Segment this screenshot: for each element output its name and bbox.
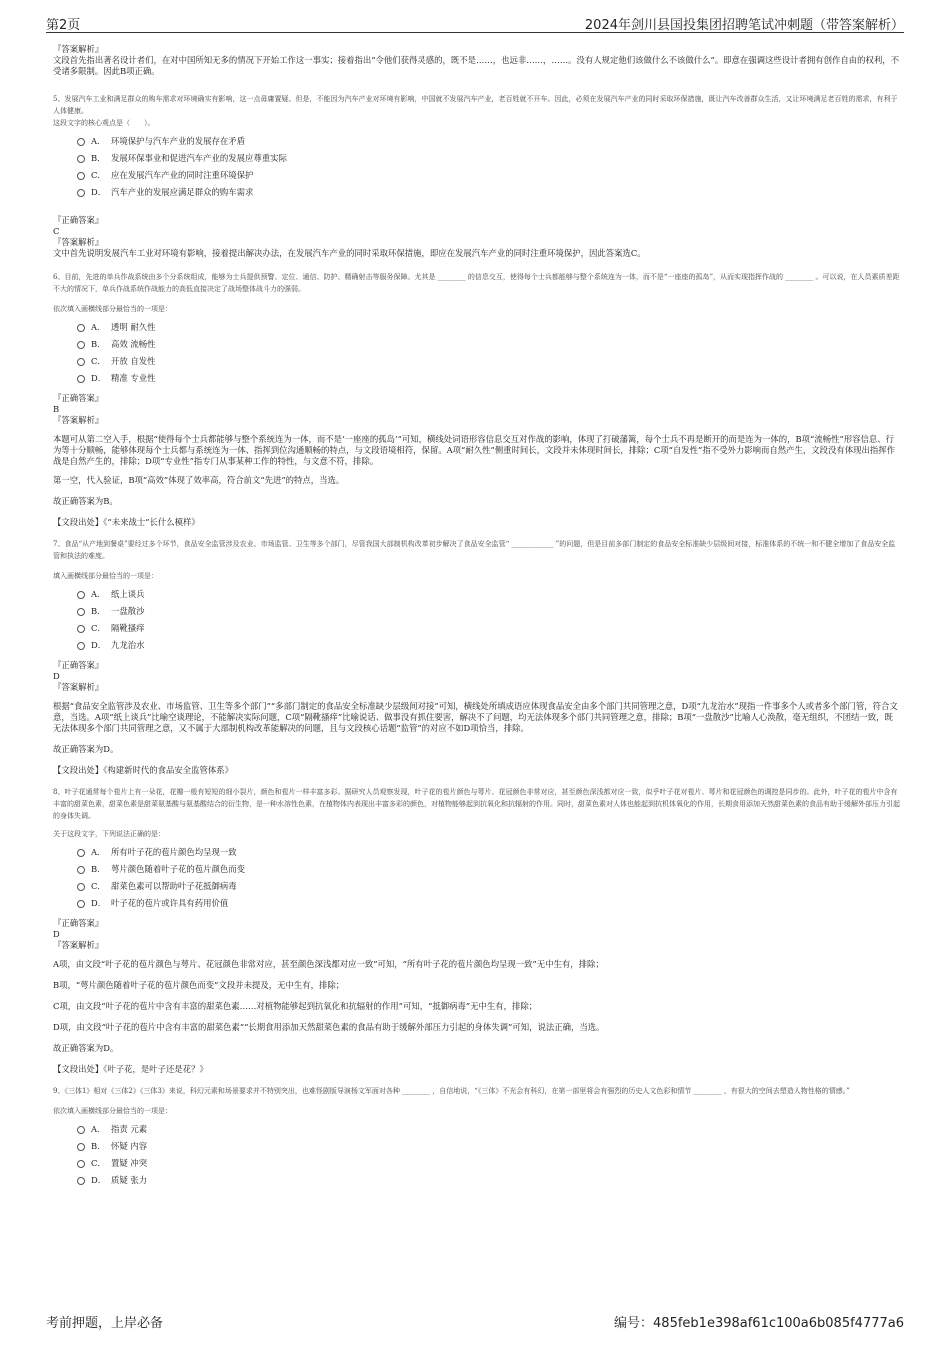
option-d[interactable] xyxy=(77,370,900,387)
option-c[interactable] xyxy=(77,1155,900,1172)
answer-label: 『正确答案』 xyxy=(53,660,104,670)
analysis-option-d: D项，由文段“叶子花的苞片中含有丰富的甜菜色素”“长期食用添加天然甜菜色素的食品有助于缓解外部压力引起的身体失调”可知，说法正确，当选。 xyxy=(53,1022,605,1032)
option-list xyxy=(77,586,900,654)
option-a[interactable] xyxy=(77,319,900,336)
option-d[interactable] xyxy=(77,1172,900,1189)
option-label: A． xyxy=(91,322,106,332)
option-c[interactable] xyxy=(77,353,900,370)
option-label: B． xyxy=(91,339,106,349)
analysis-label: 『答案解析』 xyxy=(53,940,104,950)
radio-icon[interactable] xyxy=(77,900,85,908)
radio-icon[interactable] xyxy=(77,1143,85,1151)
blank-line: ________ xyxy=(435,273,468,281)
answer-value: B xyxy=(53,404,60,414)
option-label: B． xyxy=(91,1141,106,1151)
question-6 xyxy=(53,271,900,528)
option-label: C． xyxy=(91,1158,106,1168)
question-5 xyxy=(53,93,900,259)
radio-icon[interactable] xyxy=(77,375,85,383)
answer-label: 『正确答案』 xyxy=(53,215,104,225)
option-text: 透明 耐久性 xyxy=(111,322,156,332)
option-label: C． xyxy=(91,881,106,891)
option-text: 所有叶子花的苞片颜色均呈现一致 xyxy=(111,847,237,857)
analysis-text: 文段首先指出著名设计者们，在对中国所知无多的情况下开始工作这一事实；接着指出“令他们获得灵感的，既不是……，也远非……，……。没有人规定他们该做什么不该做什么”。即意在强调这些设计者拥有创作自由的权利，不受诸多限制。因此B项正确。 xyxy=(53,55,900,76)
option-label: A． xyxy=(91,847,106,857)
option-text: 开放 自发性 xyxy=(111,356,156,366)
option-label: B． xyxy=(91,864,106,874)
option-label: C． xyxy=(91,623,106,633)
question-stem: 7、食品“从产地到餐桌”要经过多个环节，食品安全监管涉及农业、市场监管、卫生等多个部门，尽管我国大部制机构改革初步解决了食品安全监管“ ____________ ”的问题，但是目前多部门制定的食品安全标准缺少层级间对接，标准体系的不统一和不健全增加了食品安全监管和执法的难度。 xyxy=(53,540,896,560)
page-number: 第2页 xyxy=(46,18,81,33)
question-prompt: 关于这段文字，下列说法正确的是： xyxy=(53,830,165,838)
radio-icon[interactable] xyxy=(77,138,85,146)
page-header xyxy=(46,12,904,33)
answer-label: 『正确答案』 xyxy=(53,918,104,928)
radio-icon[interactable] xyxy=(77,849,85,857)
option-label: D． xyxy=(91,1175,107,1185)
option-label: D． xyxy=(91,898,107,908)
radio-icon[interactable] xyxy=(77,1177,85,1185)
option-label: A． xyxy=(91,136,106,146)
document-body xyxy=(53,44,900,1195)
radio-icon[interactable] xyxy=(77,642,85,650)
question-prompt: 依次填入画横线部分最恰当的一项是： xyxy=(53,305,172,313)
answer-label: 『正确答案』 xyxy=(53,393,104,403)
question-8 xyxy=(53,786,900,1075)
footer-slogan: 考前押题，上岸必备 xyxy=(46,1316,164,1331)
question-prompt: 依次填入画横线部分最恰当的一项是： xyxy=(53,1107,172,1115)
option-text: 怀疑 内容 xyxy=(111,1141,148,1151)
option-text: 汽车产业的发展应满足群众的购车需求 xyxy=(111,187,254,197)
answer-value: D xyxy=(53,671,60,681)
option-list xyxy=(77,1121,900,1189)
option-label: C． xyxy=(91,170,106,180)
conclusion-text: 故正确答案为B。 xyxy=(53,496,118,506)
option-text: 发展环保事业和促进汽车产业的发展应尊重实际 xyxy=(111,153,287,163)
analysis-option-a: A项，由文段“叶子花的苞片颜色与萼片、花冠颜色非常对应，甚至颜色深浅都对应一致”可知，“所有叶子花的苞片颜色均呈现一致”无中生有，排除； xyxy=(53,959,604,969)
question-prompt: 填入画横线部分最恰当的一项是： xyxy=(53,572,158,580)
option-a[interactable] xyxy=(77,133,900,150)
radio-icon[interactable] xyxy=(77,625,85,633)
conclusion-text: 故正确答案为D。 xyxy=(53,1043,119,1053)
option-list xyxy=(77,844,900,912)
source-citation: 【文段出处】《“未来战士”长什么模样》 xyxy=(53,517,200,527)
option-c[interactable] xyxy=(77,878,900,895)
code-label: 编号： xyxy=(614,1316,654,1331)
analysis-text: 根据“食品安全监管涉及农业、市场监管、卫生等多个部门”“多部门制定的食品安全标准缺少层级间对接”可知，横线处所填成语应体现食品安全由多个部门共同管理之意，D项“九龙治水”现指一件事多个人或者多个部门管，符合文意，当选。A项“纸上谈兵”比喻空谈理论，不能解决实际问题，C项“隔靴搔痒”比喻说话、做事没有抓住要害，解决不了问题，均无法体现多个部门共同管理之意，排除；B项“一盘散沙”比喻人心涣散，毫无组织，不团结一致，既无法体现多个部门共同管理之意，又不属于大部制机构改革能解决的问题，且与文段核心话题“监管”的对应不如D项恰当，排除。 xyxy=(53,701,898,733)
page-footer xyxy=(46,1312,904,1332)
option-d[interactable] xyxy=(77,895,900,912)
analysis-option-b: B项，“萼片颜色随着叶子花的苞片颜色而变”文段并未提及，无中生有，排除； xyxy=(53,980,345,990)
option-b[interactable] xyxy=(77,336,900,353)
option-text: 应在发展汽车产业的同时注重环境保护 xyxy=(111,170,254,180)
option-text: 指责 元素 xyxy=(111,1124,148,1134)
radio-icon[interactable] xyxy=(77,341,85,349)
option-text: 叶子花的苞片或许具有药用价值 xyxy=(111,898,229,908)
radio-icon[interactable] xyxy=(77,866,85,874)
option-text: 萼片颜色随着叶子花的苞片颜色而变 xyxy=(111,864,245,874)
source-citation: 【文段出处】《构建新时代的食品安全监管体系》 xyxy=(53,765,234,775)
radio-icon[interactable] xyxy=(77,155,85,163)
question-stem: 8、叶子花通常每个苞片上有一朵花，花瓣一般有短短的细小裂片，颜色和苞片一样丰富多彩。据研究人员观察发现，叶子花的苞片颜色与萼片、花冠颜色非常对应，甚至颜色深浅都对应一致，似乎叶子花对苞片、萼片和花冠颜色的调控是同步的。此外，叶子花的苞片中含有丰富的甜菜色素，甜菜色素是甜菜氨基酸与氨基酸结合的衍生物，是一种水溶性色素，在植物体内表现出丰富多彩的颜色，对植物能够起到抗氧化和抗辐射的作用。同时，甜菜色素对人体也能起到抗机体氧化的作用，长期食用添加天然甜菜色素的食品有助于缓解外部压力引起的身体失调。 xyxy=(53,788,900,820)
option-text: 九龙治水 xyxy=(111,640,145,650)
option-text: 甜菜色素可以帮助叶子花抵御病毒 xyxy=(111,881,237,891)
option-text: 一盘散沙 xyxy=(111,606,145,616)
blank-line: ________ xyxy=(783,273,816,281)
blank-line: ________ xyxy=(399,1087,433,1095)
analysis-label: 『答案解析』 xyxy=(53,682,104,692)
option-list xyxy=(77,319,900,387)
option-a[interactable] xyxy=(77,844,900,861)
code-value: 485feb1e398af61c100a6b085f4777a6 xyxy=(653,1316,904,1331)
analysis-option-c: C项，由文段“叶子花的苞片中含有丰富的甜菜色素……对植物能够起到抗氧化和抗辐射的作用”可知，“抵御病毒”无中生有，排除； xyxy=(53,1001,538,1011)
option-text: 质疑 张力 xyxy=(111,1175,148,1185)
answer-value: C xyxy=(53,226,60,236)
option-c[interactable] xyxy=(77,620,900,637)
radio-icon[interactable] xyxy=(77,189,85,197)
radio-icon[interactable] xyxy=(77,324,85,332)
option-label: D． xyxy=(91,373,107,383)
question-stem: 9、《三体1》相对《三体2》《三体3》来说，科幻元素和场景要求并不特别突出，也难怪剧版导演杨文军面对各种 ________ ，自信地说，“《三体》不光会有科幻，在第一部里将会有强烈的历史人文色彩和情节 ________ ，有很大的空间去塑造人物性格的情感。” xyxy=(53,1087,850,1095)
answer-value: D xyxy=(53,929,60,939)
option-text: 置疑 冲突 xyxy=(111,1158,148,1168)
question-prompt: 这段文字的核心观点是（ ）。 xyxy=(53,119,155,127)
option-text: 精准 专业性 xyxy=(111,373,156,383)
analysis-label: 『答案解析』 xyxy=(53,44,104,54)
question-stem: 5、发展汽车工业和满足群众的购车需求对环境确实有影响，这一点毋庸置疑。但是，不能因为汽车产业对环境有影响，中国就不发展汽车产业，老百姓就不开车。因此，必须在发展汽车产业的同时采取环保措施，既让汽车改善群众生活，又让环境满足老百姓的需求，有利于人体健康。 xyxy=(53,95,898,115)
option-label: B． xyxy=(91,606,106,616)
option-text: 纸上谈兵 xyxy=(111,589,145,599)
analysis-text: 文中首先说明发展汽车工业对环境有影响，接着提出解决办法，在发展汽车产业的同时采取环保措施，即应在发展汽车产业的同时注重环境保护，因此答案选C。 xyxy=(53,248,646,258)
radio-icon[interactable] xyxy=(77,1160,85,1168)
option-label: B． xyxy=(91,153,106,163)
conclusion-text: 故正确答案为D。 xyxy=(53,744,119,754)
question-stem: 6、目前，先进的单兵作战系统由多个分系统组成，能够为士兵提供预警、定位、通信、防护、精确射击等服务保障。尤其是 ________ 的信息交互，使得每个士兵都能够与整个系统连为一体，而不是“一座座的孤岛”，从而实现指挥作战的 ________ 。可以说，在人员素质差距不大的情况下，单兵作战系统作战能力的高低直接决定了战场整体战斗力的强弱。 xyxy=(53,273,900,293)
option-label: A． xyxy=(91,1124,106,1134)
radio-icon[interactable] xyxy=(77,608,85,616)
radio-icon[interactable] xyxy=(77,591,85,599)
option-label: D． xyxy=(91,187,107,197)
document-code xyxy=(614,1312,904,1331)
option-text: 环境保护与汽车产业的发展存在矛盾 xyxy=(111,136,245,146)
analysis-text: 本题可从第二空入手，根据“使得每个士兵都能够与整个系统连为一体，而不是‘一座座的孤岛’”可知，横线处词语形容信息交互对作战的影响，体现了打破藩篱，每个士兵不再是断开的而是连为一体的，B项“流畅性”形容信息、行为等十分顺畅，能够体现每个士兵都与系统连为一体、指挥到位沟通顺畅的特点，与文段语境相符，保留。A项“耐久性”侧重时间长，文段并未体现时间长，排除；C项“自发性”指不受外力影响而自然产生，文段没有体现出指挥作战是自然产生的，排除；D项“专业性”指专门从事某种工作的特性，与文意不符，排除。 xyxy=(53,434,895,466)
radio-icon[interactable] xyxy=(77,883,85,891)
option-label: D． xyxy=(91,640,107,650)
radio-icon[interactable] xyxy=(77,358,85,366)
option-b[interactable] xyxy=(77,861,900,878)
blank-line: ________ xyxy=(691,1087,724,1095)
analysis-label: 『答案解析』 xyxy=(53,415,104,425)
analysis-label: 『答案解析』 xyxy=(53,237,104,247)
option-a[interactable] xyxy=(77,1121,900,1138)
option-b[interactable] xyxy=(77,1138,900,1155)
question-9 xyxy=(53,1085,900,1189)
document-title: 2024年剑川县国投集团招聘笔试冲刺题（带答案解析） xyxy=(584,18,904,33)
option-b[interactable] xyxy=(77,603,900,620)
option-label: A． xyxy=(91,589,106,599)
radio-icon[interactable] xyxy=(77,172,85,180)
option-a[interactable] xyxy=(77,586,900,603)
option-text: 高效 流畅性 xyxy=(111,339,156,349)
option-label: C． xyxy=(91,356,106,366)
option-d[interactable] xyxy=(77,184,900,201)
blank-line: ____________ xyxy=(509,540,556,548)
option-d[interactable] xyxy=(77,637,900,654)
option-list xyxy=(77,133,900,201)
source-citation: 【文段出处】《叶子花，是叶子还是花？》 xyxy=(53,1064,208,1074)
radio-icon[interactable] xyxy=(77,1126,85,1134)
option-b[interactable] xyxy=(77,150,900,167)
analysis-text: 第一空，代入验证，B项“高效”体现了效率高，符合前文“先进”的特点，当选。 xyxy=(53,475,345,485)
option-c[interactable] xyxy=(77,167,900,184)
option-text: 隔靴搔痒 xyxy=(111,623,145,633)
question-7 xyxy=(53,538,900,776)
